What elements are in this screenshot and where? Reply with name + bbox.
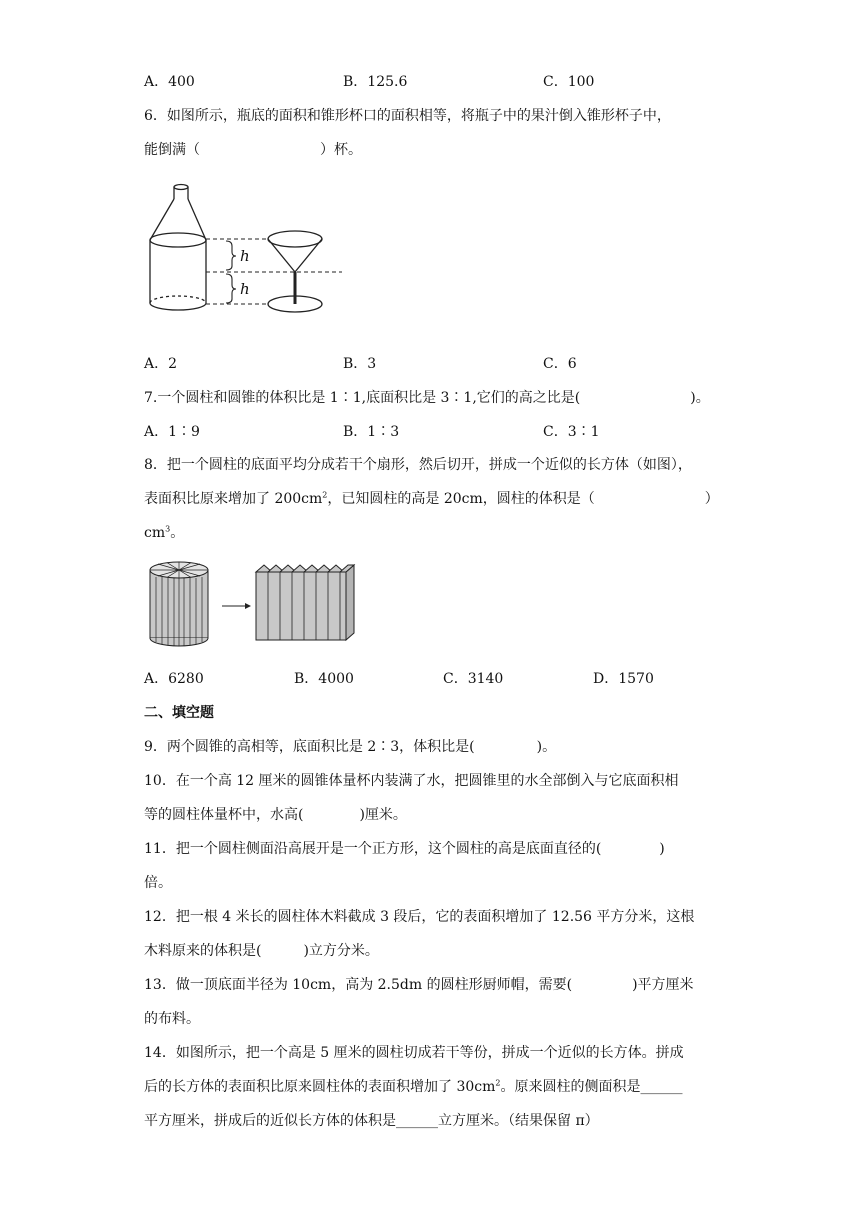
q7-question: 7.一个圆柱和圆锥的体积比是 1∶1,底面积比是 3∶1,它们的高之比是( )。 <box>144 390 710 406</box>
q6-option-c: C．6 <box>543 356 577 372</box>
q14-line1: 14．如图所示，把一个高是 5 厘米的圆柱切成若干等份，拼成一个近似的长方体。拼成 <box>144 1045 684 1061</box>
q6-option-b: B．3 <box>343 356 377 372</box>
q8-line2: 表面积比原来增加了 $200cm^2$，已知圆柱的高是 20cm，圆柱的体积是（ ） <box>144 490 719 507</box>
q14-line2: 后的长方体的表面积比原来圆柱体的表面积增加了 $30cm^2$。原来圆柱的侧面积是______ <box>144 1078 683 1095</box>
section-title: 二、填空题 <box>144 705 214 721</box>
q8-option-c: C．3140 <box>443 671 504 687</box>
q13-line1: 13．做一顶底面半径为 10cm，高为 2.5dm 的圆柱形厨师帽，需要( )平方厘米 <box>144 977 694 993</box>
q13-line2: 的布料。 <box>144 1011 200 1027</box>
q8-option-a: A．6280 <box>144 671 204 687</box>
q8-option-d: D．1570 <box>593 671 654 687</box>
q12-line1: 12．把一根 4 米长的圆柱体木料截成 3 段后，它的表面积增加了 12.56 平方分米，这根 <box>144 909 695 925</box>
q10-line2: 等的圆柱体量杯中，水高( )厘米。 <box>144 807 407 823</box>
q5-option-a: A．400 <box>144 74 195 90</box>
q14-blank-2[interactable]: ______ <box>396 1113 438 1129</box>
q7-option-c: C．3∶1 <box>543 424 600 440</box>
q10-line1: 10．在一个高 12 厘米的圆锥体量杯内装满了水，把圆锥里的水全部倒入与它底面积相 <box>144 773 679 789</box>
cylinder-to-cuboid-figure <box>144 558 360 653</box>
q11-line1: 11．把一个圆柱侧面沿高展开是一个正方形，这个圆柱的高是底面直径的( ) <box>144 841 665 857</box>
q6-line1: 6．如图所示，瓶底的面积和锥形杯口的面积相等，将瓶子中的果汁倒入锥形杯子中， <box>144 108 671 124</box>
q12-line2: 木料原来的体积是( )立方分米。 <box>144 943 379 959</box>
q5-option-b: B．125.6 <box>343 74 408 90</box>
q14-line3: 平方厘米，拼成后的近似长方体的体积是______立方厘米。（结果保留 π） <box>144 1113 599 1129</box>
q7-option-a: A．1∶9 <box>144 424 200 440</box>
q8-line3: $cm^3$。 <box>144 524 185 541</box>
q11-line2: 倍。 <box>144 875 172 891</box>
q7-option-b: B．1∶3 <box>343 424 400 440</box>
height-label-bottom: h <box>240 280 250 298</box>
q6-option-a: A．2 <box>144 356 178 372</box>
q9-question: 9．两个圆锥的高相等，底面积比是 2∶3，体积比是( )。 <box>144 739 557 755</box>
q14-blank-1[interactable]: ______ <box>640 1079 683 1095</box>
q8-option-b: B．4000 <box>294 671 354 687</box>
q6-line2: 能倒满（ ）杯。 <box>144 142 362 158</box>
height-label-top: h <box>240 247 250 265</box>
q5-option-c: C．100 <box>543 74 595 90</box>
q8-line1: 8．把一个圆柱的底面平均分成若干个扇形，然后切开，拼成一个近似的长方体（如图）， <box>144 457 692 473</box>
bottle-cone-figure <box>140 180 350 320</box>
